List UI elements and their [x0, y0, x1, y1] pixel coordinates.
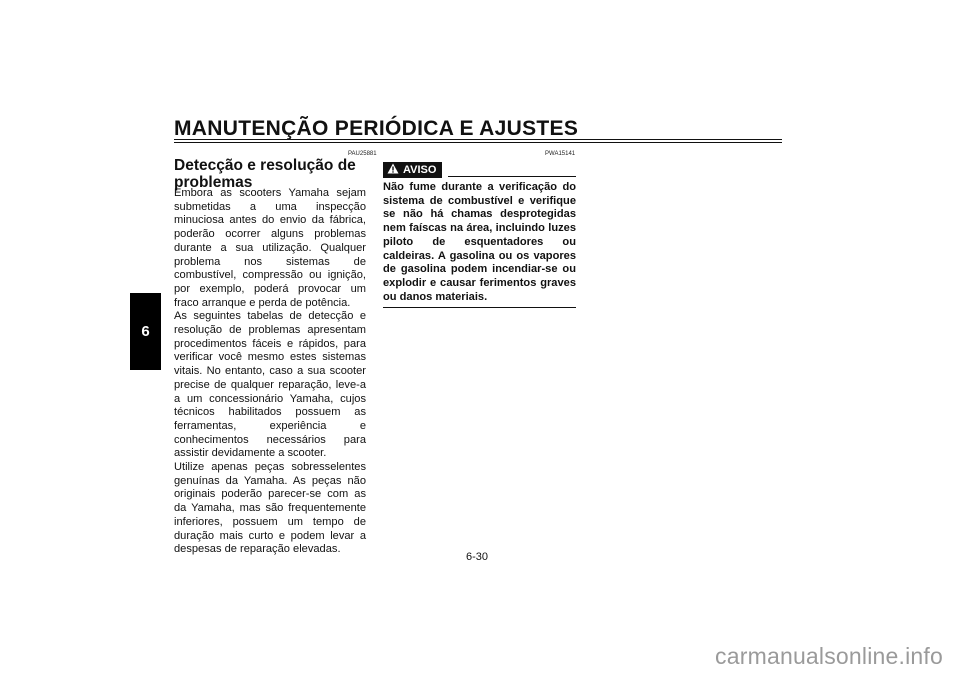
paragraph: Utilize apenas peças sobresselentes genuínas da Yamaha. As peças não originais poderão parecer-se com as da Yamaha, mas são frequentemente inferiores, possuem um tempo de duração mais curto e podem levar a despesas de reparação elevadas. — [174, 461, 366, 556]
warning-label: AVISO — [403, 164, 437, 176]
section-ref-code: PAU25881 — [348, 151, 377, 157]
title-rule — [174, 139, 782, 143]
watermark: carmanualsonline.info — [715, 643, 943, 669]
page-title: MANUTENÇÃO PERIÓDICA E AJUSTES — [174, 117, 579, 140]
paragraph: Embora as scooters Yamaha sejam submetidas a uma inspecção minuciosa antes do envio da fábrica, poderão ocorrer alguns problemas durante a sua utilização. Qualquer problema nos sistemas de combustível, compressão ou ignição, por exemplo, poderá provocar um fraco arranque e perda de potência. — [174, 187, 366, 309]
section-heading: Detecção e resolução de problemas — [174, 157, 356, 191]
warning-ref-code: PWA15141 — [545, 151, 576, 157]
warning-rule — [448, 176, 576, 177]
chapter-tab: 6 — [130, 293, 161, 370]
body-text — [174, 187, 366, 557]
paragraph: As seguintes tabelas de detecção e resolução de problemas apresentam procedimentos fáceis e rápidos, para verificar você mesmo estes sistemas vitais. No entanto, caso a sua scooter precise de qualquer reparação, leve-a a um concessionário Yamaha, cujos técnicos habilitados possuem as ferramentas, experiência e conhecimentos necessários para assistir devidamente a scooter. — [174, 310, 366, 460]
warning-header — [383, 160, 576, 178]
warning-triangle-icon — [387, 163, 399, 177]
warning-box — [383, 160, 576, 308]
page-number: 6-30 — [466, 551, 489, 563]
warning-badge — [383, 162, 442, 178]
warning-text: Não fume durante a verificação do sistema de combustível e verifique se não há chamas desprotegidas nem faíscas na área, incluindo luzes piloto de esquentadores ou caldeiras. A gasolina ou os vapores de gasolina podem incendiar-se ou explodir e causar ferimentos graves ou danos materiais. — [383, 181, 576, 308]
